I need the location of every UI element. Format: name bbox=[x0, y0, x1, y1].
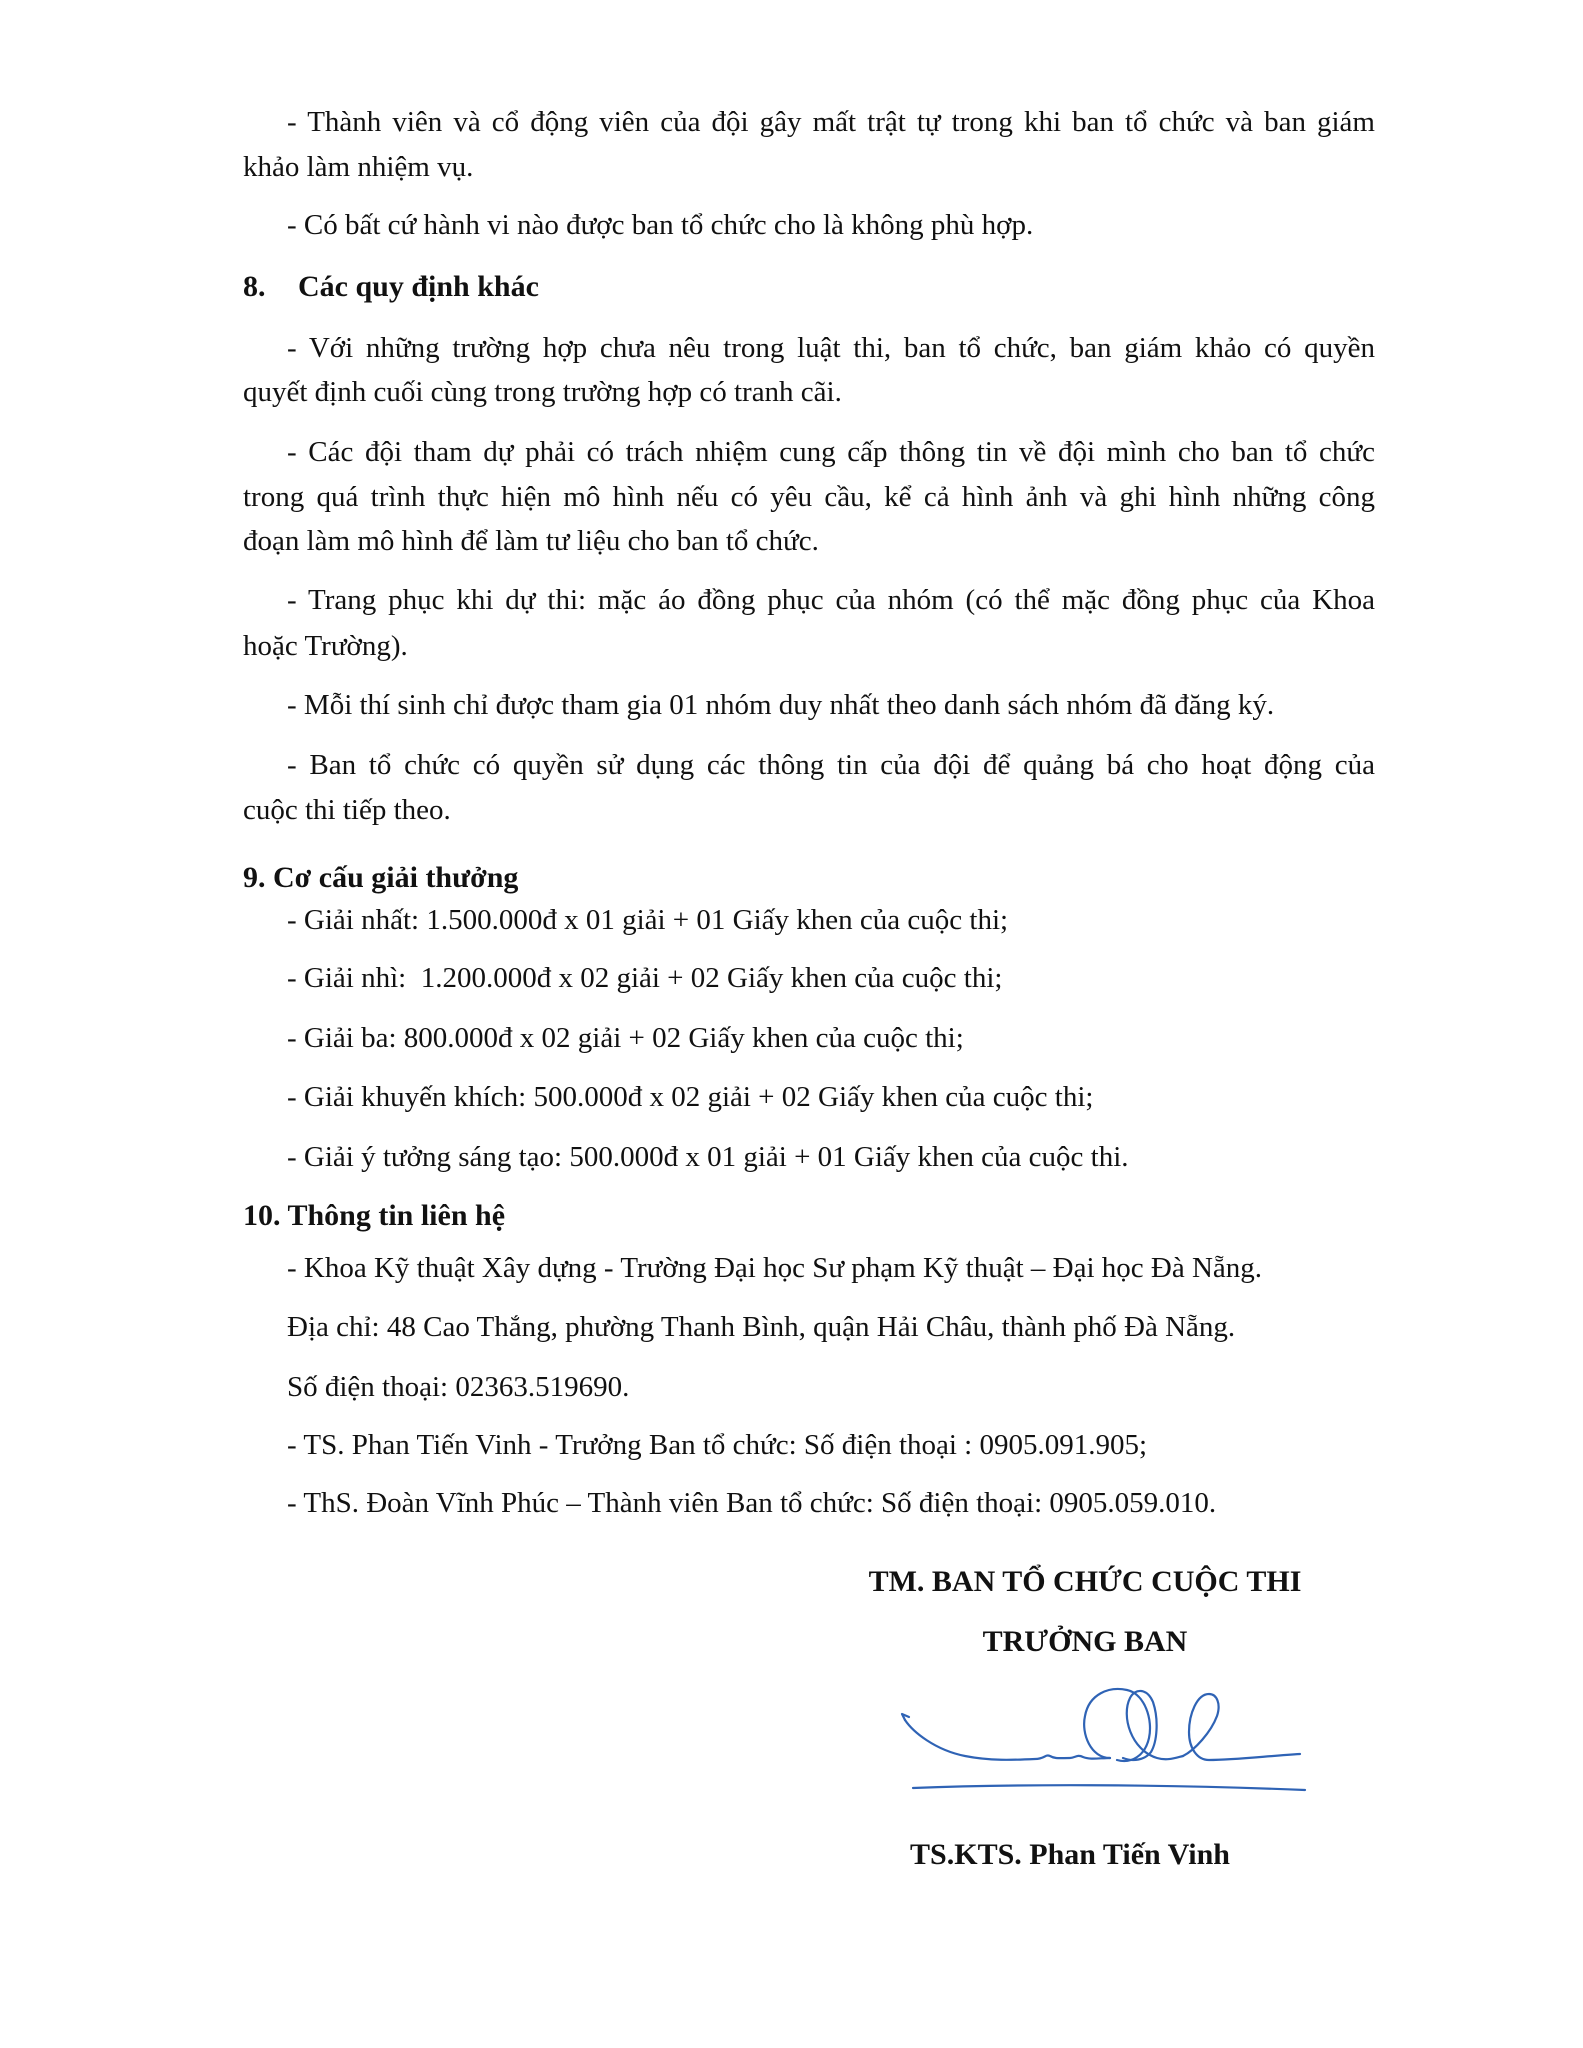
contact-line: - Khoa Kỹ thuật Xây dựng - Trường Đại học Sư phạm Kỹ thuật – Đại học Đà Nẵng. bbox=[287, 1252, 1263, 1284]
paragraph-line: - Có bất cứ hành vi nào được ban tổ chức cho là không phù hợp. bbox=[287, 209, 1034, 241]
prize-item: - Giải ý tưởng sáng tạo: 500.000đ x 01 giải + 01 Giấy khen của cuộc thi. bbox=[287, 1141, 1129, 1173]
prize-item: - Giải nhất: 1.500.000đ x 01 giải + 01 Giấy khen của cuộc thi; bbox=[287, 904, 1009, 936]
contact-address: Địa chỉ: 48 Cao Thắng, phường Thanh Bình, quận Hải Châu, thành phố Đà Nẵng. bbox=[287, 1311, 1236, 1343]
signature-underline bbox=[913, 1785, 1305, 1790]
signature-on-behalf: TM. BAN TỔ CHỨC CUỘC THI bbox=[868, 1565, 1302, 1598]
contact-person: - ThS. Đoàn Vĩnh Phúc – Thành viên Ban tổ chức: Số điện thoại: 0905.059.010. bbox=[287, 1487, 1217, 1519]
paragraph-line: hoặc Trường). bbox=[243, 630, 408, 662]
paragraph-line: - Ban tổ chức có quyền sử dụng các thông tin của đội để quảng bá cho hoạt động của bbox=[287, 749, 1375, 781]
prize-item: - Giải ba: 800.000đ x 02 giải + 02 Giấy khen của cuộc thi; bbox=[287, 1022, 964, 1054]
section-number: 8. bbox=[243, 270, 266, 303]
contact-person: - TS. Phan Tiến Vinh - Trưởng Ban tổ chức: Số điện thoại : 0905.091.905; bbox=[287, 1429, 1148, 1461]
signature-stroke bbox=[905, 1720, 1110, 1760]
paragraph-line: khảo làm nhiệm vụ. bbox=[243, 151, 474, 183]
signature-loop bbox=[1084, 1689, 1150, 1761]
paragraph-line: trong quá trình thực hiện mô hình nếu có yêu cầu, kể cả hình ảnh và ghi hình những công bbox=[243, 481, 1375, 513]
section-heading-10: 10. Thông tin liên hệ bbox=[243, 1199, 506, 1232]
signature-loop bbox=[1123, 1691, 1183, 1760]
section-heading-8 bbox=[243, 271, 1375, 303]
paragraph-line: - Các đội tham dự phải có trách nhiệm cung cấp thông tin về đội mình cho ban tổ chức bbox=[287, 436, 1375, 468]
signature-loop bbox=[1183, 1694, 1300, 1760]
paragraph-line: - Thành viên và cổ động viên của đội gây mất trật tự trong khi ban tổ chức và ban giám bbox=[287, 106, 1375, 138]
signature-arrow bbox=[902, 1714, 909, 1720]
paragraph-line: cuộc thi tiếp theo. bbox=[243, 794, 451, 826]
paragraph-line: - Trang phục khi dự thi: mặc áo đồng phục của nhóm (có thể mặc đồng phục của Khoa bbox=[287, 584, 1375, 616]
paragraph-line: - Với những trường hợp chưa nêu trong luật thi, ban tổ chức, ban giám khảo có quyền bbox=[287, 332, 1375, 364]
section-title: Các quy định khác bbox=[298, 270, 539, 303]
signer-name: TS.KTS. Phan Tiến Vinh bbox=[910, 1838, 1230, 1871]
contact-phone: Số điện thoại: 02363.519690. bbox=[287, 1371, 630, 1403]
section-heading-9: 9. Cơ cấu giải thưởng bbox=[243, 861, 519, 894]
prize-item: - Giải nhì: 1.200.000đ x 02 giải + 02 Giấy khen của cuộc thi; bbox=[287, 962, 1003, 994]
paragraph-line: - Mỗi thí sinh chỉ được tham gia 01 nhóm duy nhất theo danh sách nhóm đã đăng ký. bbox=[287, 689, 1275, 721]
paragraph-line: quyết định cuối cùng trong trường hợp có tranh cãi. bbox=[243, 376, 842, 408]
signature-position: TRƯỞNG BAN bbox=[982, 1625, 1188, 1658]
handwritten-signature bbox=[895, 1680, 1315, 1800]
prize-item: - Giải khuyến khích: 500.000đ x 02 giải + 02 Giấy khen của cuộc thi; bbox=[287, 1081, 1094, 1113]
paragraph-line: đoạn làm mô hình để làm tư liệu cho ban tổ chức. bbox=[243, 525, 819, 557]
